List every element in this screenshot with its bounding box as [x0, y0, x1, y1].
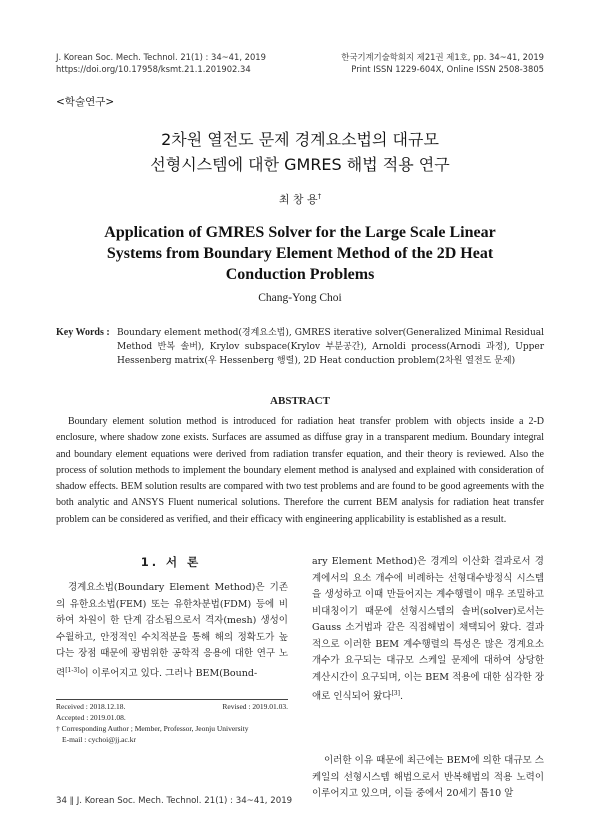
author-english: Chang-Yong Choi — [258, 292, 342, 304]
title-korean-line2: 선형시스템에 대한 GMRES 해법 적용 연구 — [150, 155, 450, 174]
accepted-date: Accepted : 2019.01.08. — [56, 713, 126, 722]
author-korean-name: 최 창 용 — [278, 193, 318, 206]
section-heading-introduction: 1. 서 론 — [140, 555, 202, 569]
abstract-text: Boundary element solution method is introduced for radiation heat transfer problem with objects inside a 2-D enclosure, where shadow zone exists. Surfaces are assumed as diffuse gray in a transparent medium. Boundary integral and boundary element equations were derived from radiation transfer equation, and their theory is reviewed. Also the process of solution methods to implement the boundary element method is analysed and explained with consideration of shadow effects. BEM solution results are compared with two test problems and are found to be good agreements with the both analytic and ANSYS Fluent numerical solutions. Therefore the current BEM analysis for radiation heat transfer problem can be considered as verified, and their efficacy with engineering applicability is established as a result. — [56, 416, 544, 525]
author-email[interactable]: E-mail : cychoi@jj.ac.kr — [62, 735, 136, 744]
footnote-block — [56, 701, 288, 745]
intro-left-text-end: 이 이루어지고 있다. 그러나 BEM(Bound- — [79, 667, 258, 679]
keywords-block — [56, 326, 544, 370]
intro-right-text-1: ary Element Method)은 경계의 이산화 결과로서 경계에서의 요소 개수에 비례하는 선형대수방정식 시스템을 생성하고 이때 만들어지는 계수행렬이 매우 조밀하고 비대칭이기 때문에 선형시스템의 솔버(solver)로서는 Gauss 소거법과 같은 직접해법이 채택되어 왔다. 결과적으로 이러한 BEM 계수행렬의 특성은 많은 경계요소 개수가 요구되는 대규모 스케일 문제에 대하여 상당한 계산시간이 요구되며, 이는 BEM 적용에 대한 심각한 장애로 인식되어 왔다 — [312, 556, 544, 703]
citation-ref-1-3: [1-3] — [65, 666, 80, 674]
received-date: Received : 2018.12.18. — [56, 702, 126, 711]
keywords-text: Boundary element method(경계요소법), GMRES iterative solver(Generalized Minimal Residual Method 반복 솔버), Krylov subspace(Krylov 부분공간), Arnoldi process(Arnodi 과정), Upper Hessenberg matrix(우 Hessenberg 행렬), 2D Heat conduction problem(2차원 열전도 문제) — [117, 328, 544, 366]
journal-citation-right: 한국기계기술학회지 제21권 제1호, pp. 34~41, 2019 — [341, 52, 544, 62]
intro-right-paragraph-2: 이러한 이유 때문에 최근에는 BEM에 의한 대규모 스케일의 선형시스템 해법으로서 반복해법의 적용 노력이 이루어지고 있으며, 이들 중에서 20세기 톱10 알 — [312, 755, 544, 799]
journal-citation-left: J. Korean Soc. Mech. Technol. 21(1) : 34~41, 2019 — [56, 52, 266, 62]
abstract-heading: ABSTRACT — [270, 395, 330, 407]
author-korean — [0, 191, 600, 207]
title-korean-line1: 2차원 열전도 문제 경계요소법의 대규모 — [161, 130, 439, 149]
title-english-line1: Application of GMRES Solver for the Large Scale Linear — [104, 224, 496, 241]
revised-date: Revised : 2019.01.03. — [222, 702, 288, 711]
intro-left-paragraph — [56, 580, 288, 682]
doi-link[interactable]: https://doi.org/10.17958/ksmt.21.1.201902.34 — [56, 64, 251, 74]
footnote-rule — [56, 699, 288, 700]
citation-ref-3: [3] — [391, 690, 400, 697]
keywords-label: Key Words : — [56, 327, 110, 338]
intro-right-paragraph-1 — [312, 554, 544, 706]
title-english-line2: Systems from Boundary Element Method of the 2D Heat — [106, 245, 494, 262]
intro-right-text-1-end: . — [399, 691, 403, 703]
corresponding-mark: † — [317, 192, 322, 201]
issn-info: Print ISSN 1229-604X, Online ISSN 2508-3805 — [351, 64, 544, 74]
page-footer: 34 ∥ J. Korean Soc. Mech. Technol. 21(1) : 34~41, 2019 — [56, 796, 293, 806]
title-english-line3: Conduction Problems — [225, 266, 375, 283]
corresponding-author: † Corresponding Author ; Member, Professor, Jeonju University — [56, 724, 249, 733]
intro-left-text: 경계요소법(Boundary Element Method)은 기존의 유한요소법(FEM) 또는 유한차분법(FDM) 등에 비하여 차원이 한 단계 감소됨으로서 격자(mesh) 생성이 수월하고, 안정적인 수치적분을 통해 해의 정확도가 높다는 장점 때문에 광범위한 공학적 응용에 대한 연구 노력 — [56, 582, 288, 679]
article-category: <학술연구> — [56, 96, 115, 108]
